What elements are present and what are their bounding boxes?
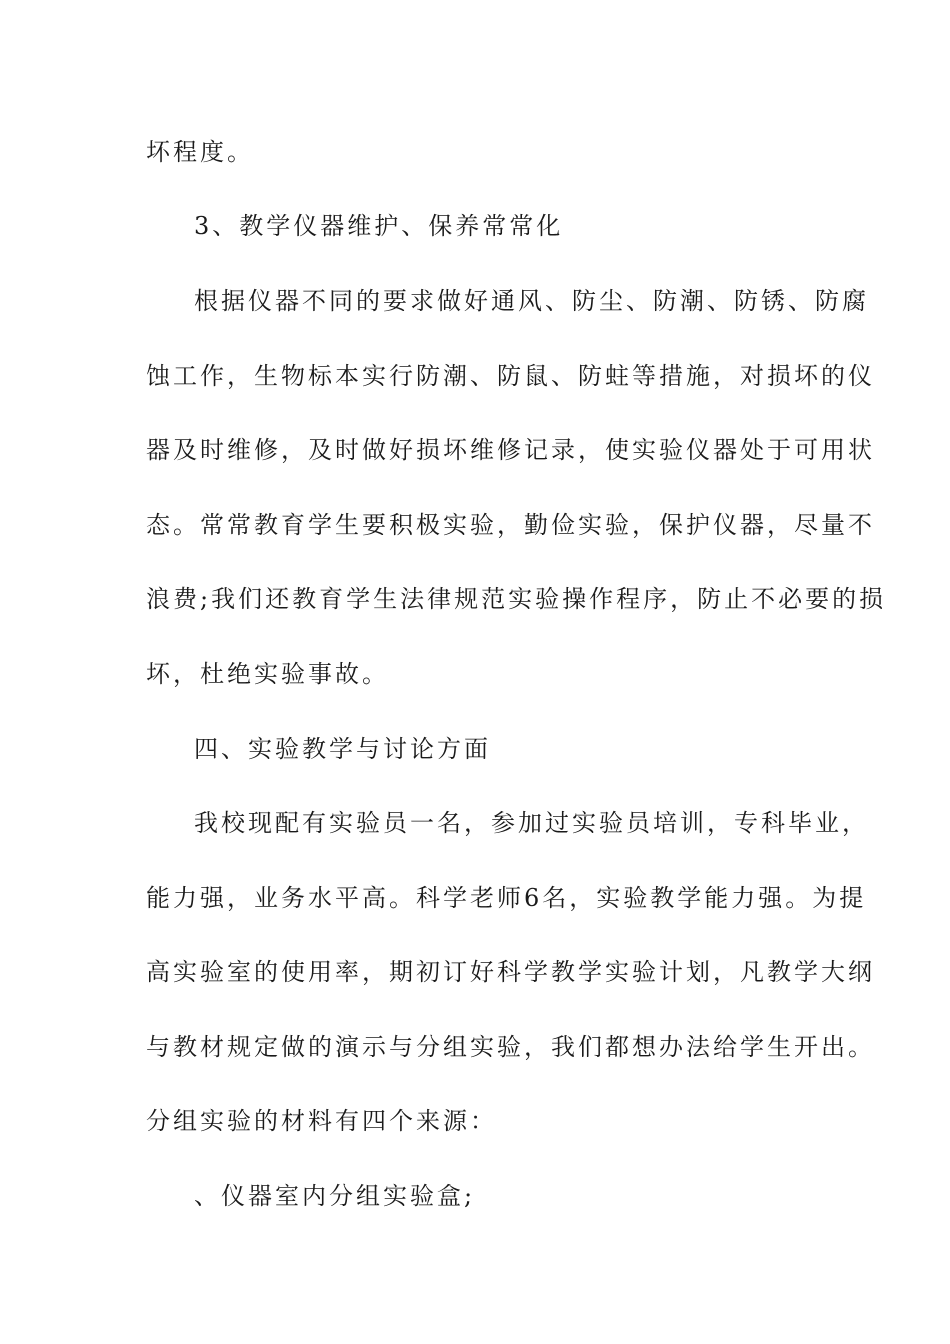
paragraph-line: 蚀工作，生物标本实行防潮、防鼠、防蛀等措施，对损坏的仪 xyxy=(146,362,875,390)
paragraph-line: 浪费;我们还教育学生法律规范实验操作程序，防止不必要的损 xyxy=(146,585,887,613)
paragraph-line: 态。常常教育学生要积极实验，勤俭实验，保护仪器，尽量不 xyxy=(146,511,875,539)
paragraph-line: 高实验室的使用率，期初订好科学教学实验计划，凡教学大纲 xyxy=(146,958,875,986)
paragraph-line: 分组实验的材料有四个来源： xyxy=(146,1107,497,1135)
paragraph-line: 与教材规定做的演示与分组实验，我们都想办法给学生开出。 xyxy=(146,1033,875,1061)
paragraph-line: 根据仪器不同的要求做好通风、防尘、防潮、防锈、防腐 xyxy=(194,287,869,315)
paragraph-line: 坏，杜绝实验事故。 xyxy=(146,660,389,688)
paragraph-line: 器及时维修，及时做好损坏维修记录，使实验仪器处于可用状 xyxy=(146,436,875,464)
paragraph-line: 我校现配有实验员一名，参加过实验员培训，专科毕业， xyxy=(194,809,869,837)
list-item: 、仪器室内分组实验盒; xyxy=(194,1182,476,1210)
section-heading: 3、教学仪器维护、保养常常化 xyxy=(194,212,564,240)
paragraph-line: 能力强，业务水平高。科学老师6名，实验教学能力强。为提 xyxy=(146,884,867,912)
section-heading: 四、实验教学与讨论方面 xyxy=(194,735,491,763)
paragraph-line: 坏程度。 xyxy=(146,138,254,166)
